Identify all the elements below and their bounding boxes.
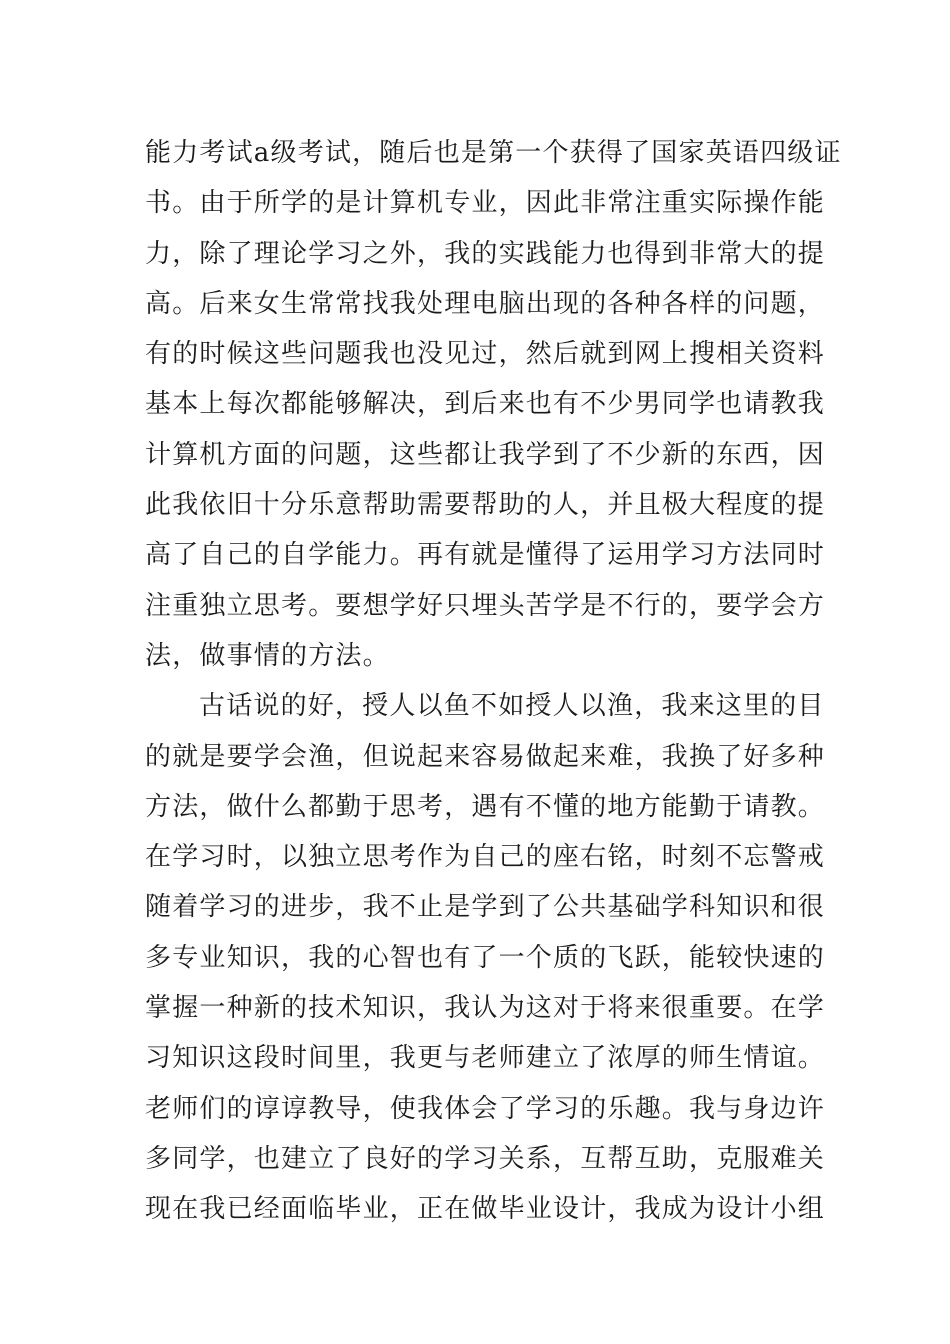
text-line: 计算机方面的问题，这些都让我学到了不少新的东西，因 bbox=[145, 439, 826, 470]
text-line: 注重独立思考。要想学好只埋头苦学是不行的，要学会方 bbox=[145, 590, 826, 621]
body-text bbox=[145, 128, 842, 1235]
text-line: 高了自己的自学能力。再有就是懂得了运用学习方法同时 bbox=[145, 540, 826, 571]
text-line: 的就是要学会渔，但说起来容易做起来难，我换了好多种 bbox=[145, 741, 826, 772]
text-line: 掌握一种新的技术知识，我认为这对于将来很重要。在学 bbox=[145, 993, 826, 1024]
text-line: 方法，做什么都勤于思考，遇有不懂的地方能勤于请教。 bbox=[145, 791, 826, 822]
text-line: 高。后来女生常常找我处理电脑出现的各种各样的问题， bbox=[145, 288, 826, 319]
text-line: 基本上每次都能够解决，到后来也有不少男同学也请教我 bbox=[145, 389, 826, 420]
text-line: 力，除了理论学习之外，我的实践能力也得到非常大的提 bbox=[145, 238, 826, 269]
text-line: 多同学，也建立了良好的学习关系，互帮互助，克服难关 bbox=[145, 1143, 826, 1174]
text-line: 习知识这段时间里，我更与老师建立了浓厚的师生情谊。 bbox=[145, 1043, 826, 1074]
paragraph-first-line: 古话说的好，授人以鱼不如授人以渔，我来这里的目 bbox=[199, 691, 825, 722]
text-line: 有的时候这些问题我也没见过，然后就到网上搜相关资料 bbox=[145, 339, 826, 370]
text-line: 法，做事情的方法。 bbox=[145, 640, 390, 671]
text-line: 在学习时，以独立思考作为自己的座右铭，时刻不忘警戒 bbox=[145, 842, 826, 873]
text-line: 随着学习的进步，我不止是学到了公共基础学科知识和很 bbox=[145, 892, 826, 923]
text-line: 现在我已经面临毕业，正在做毕业设计，我成为设计小组 bbox=[145, 1194, 826, 1225]
text-line: 此我依旧十分乐意帮助需要帮助的人，并且极大程度的提 bbox=[145, 490, 826, 521]
text-line: 能力考试a级考试，随后也是第一个获得了国家英语四级证 bbox=[145, 138, 842, 168]
text-line: 书。由于所学的是计算机专业，因此非常注重实际操作能 bbox=[145, 188, 826, 219]
text-line: 多专业知识，我的心智也有了一个质的飞跃，能较快速的 bbox=[145, 942, 826, 973]
text-line: 老师们的谆谆教导，使我体会了学习的乐趣。我与身边许 bbox=[145, 1093, 826, 1124]
